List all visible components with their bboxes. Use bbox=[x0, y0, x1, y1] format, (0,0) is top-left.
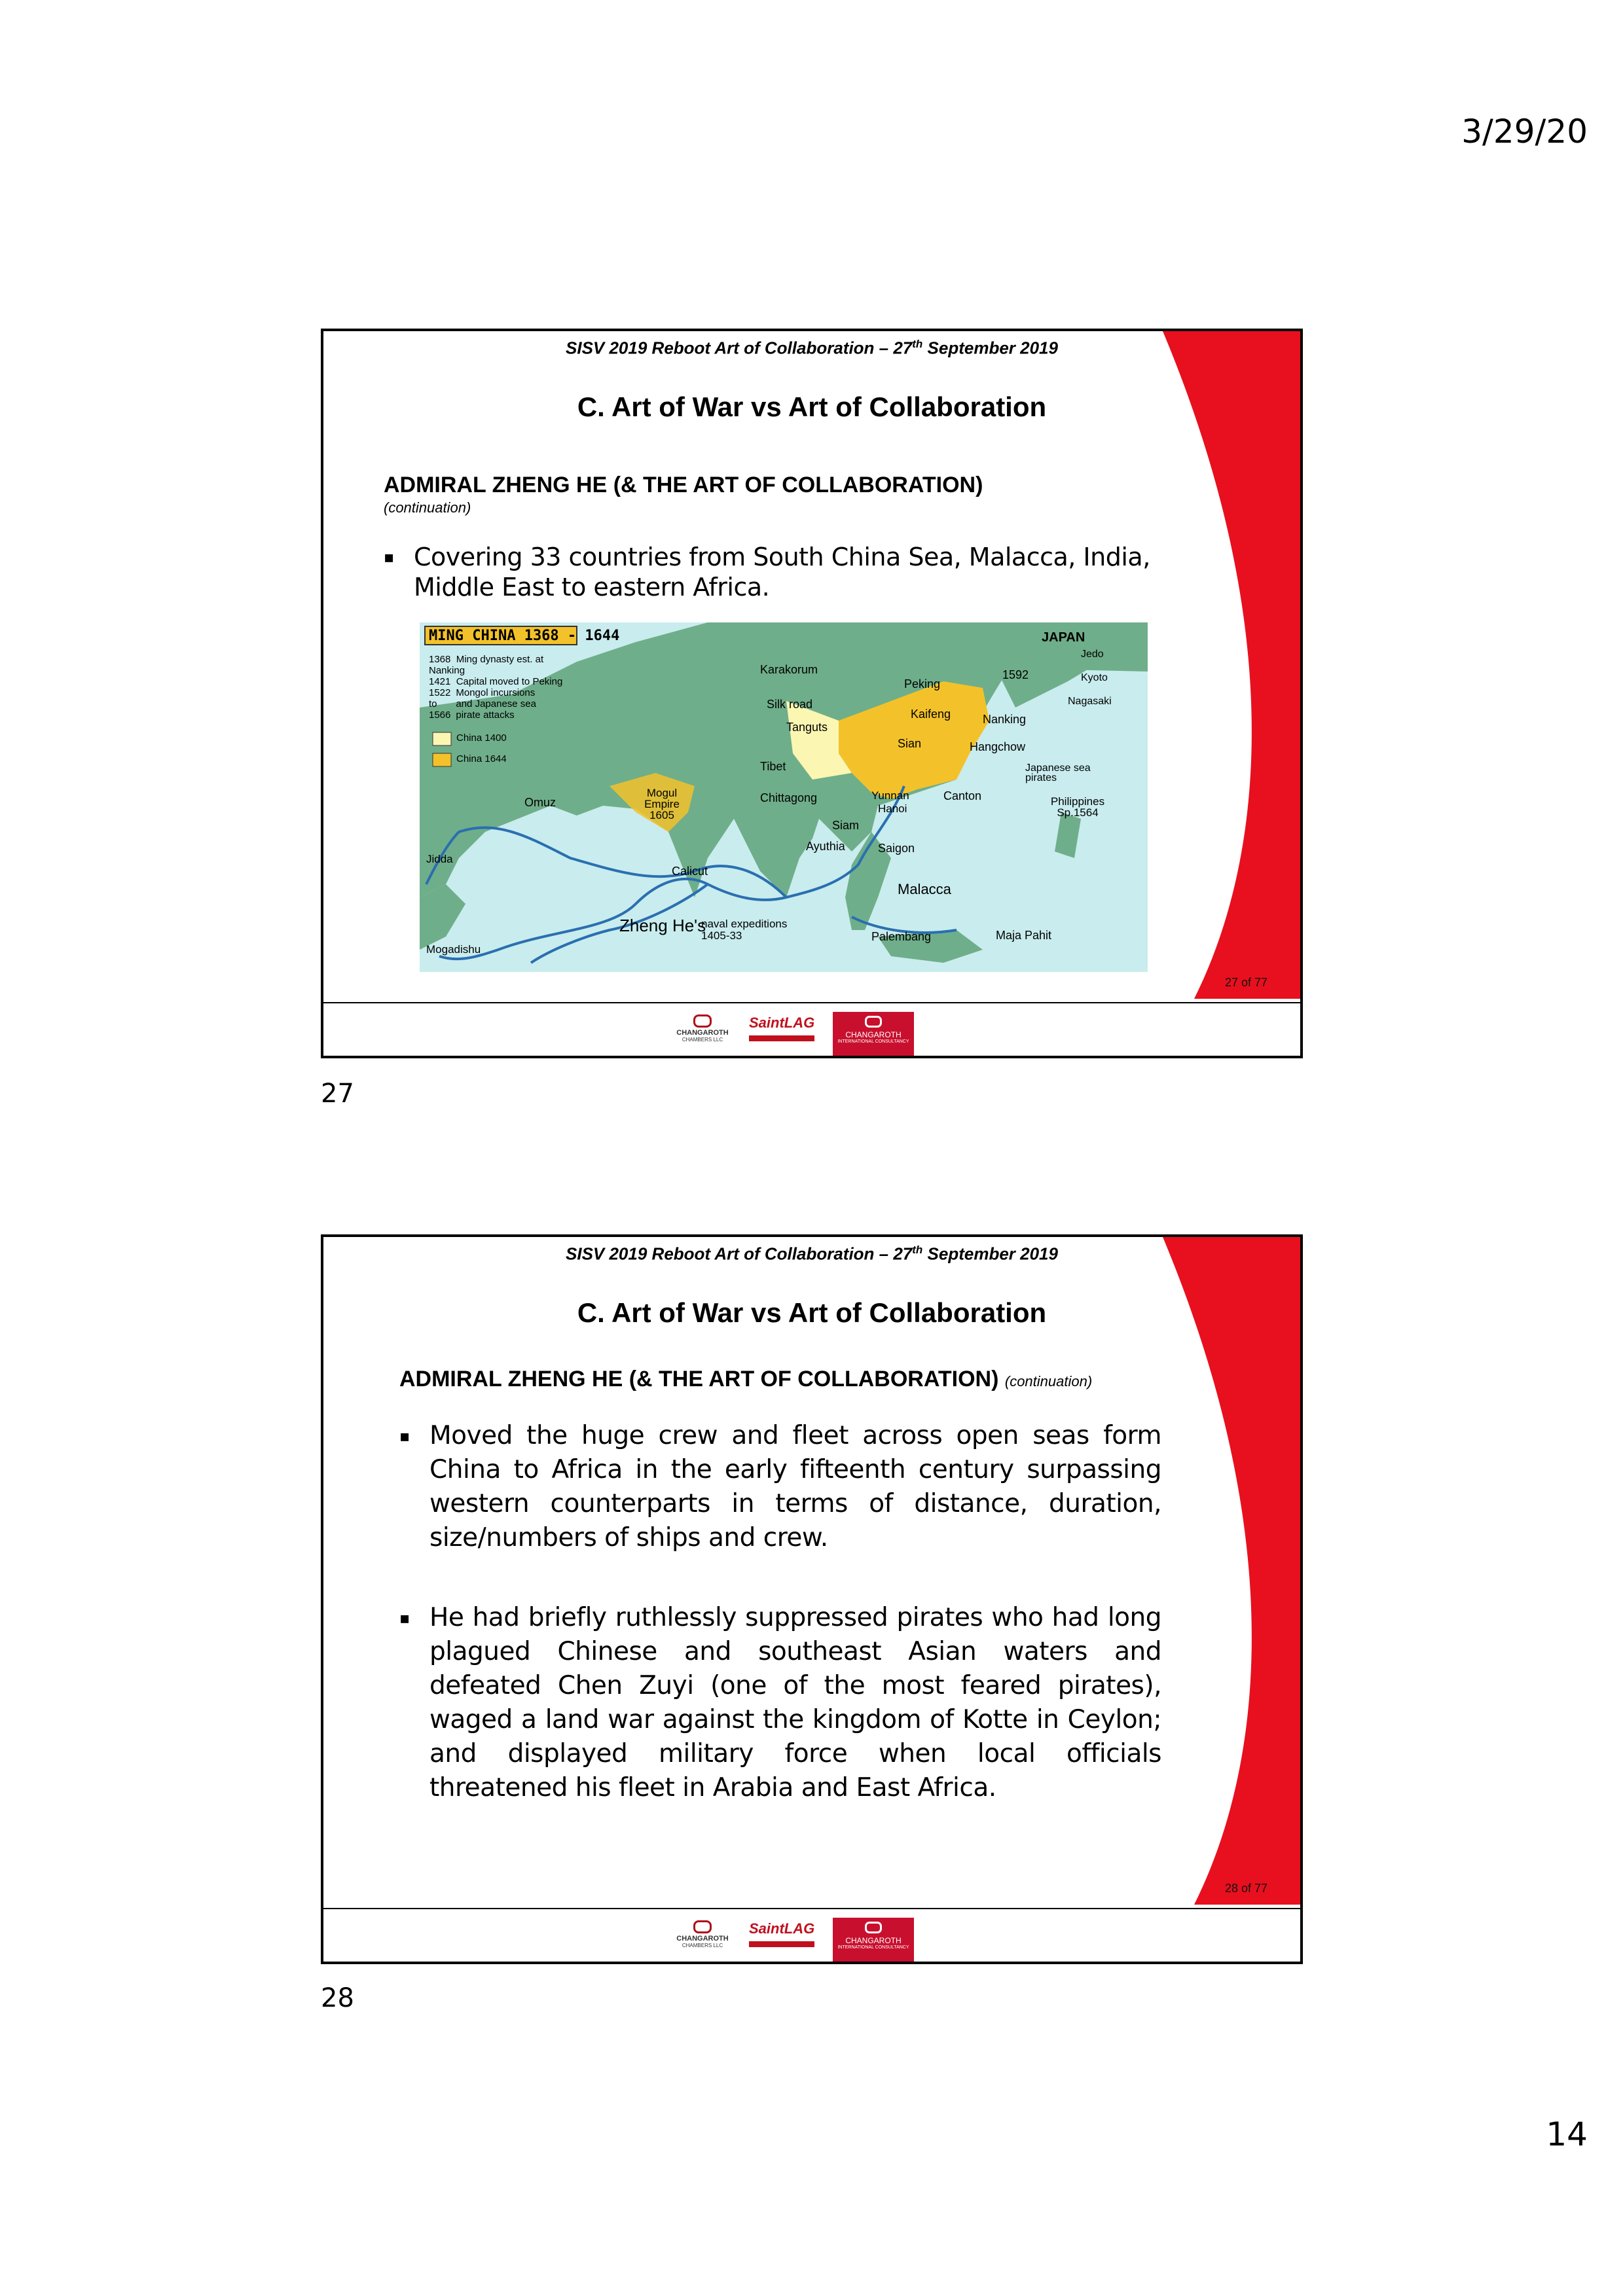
legend-china-1400: China 1400 bbox=[456, 732, 507, 744]
bullet-item: ▪ He had briefly ruthlessly suppressed pirates who had long plagued Chinese and southeast Asian waters and defeated Chen Zuyi (one of the most feared pirates), waged a land war against the kingdom of Kotte in Ceylon; and displayed military force when local officials threatened his fleet in Arabia and East Africa. bbox=[429, 1601, 1161, 1805]
label-japan: JAPAN bbox=[1042, 630, 1085, 645]
bullet-item: ▪ Covering 33 countries from South China Sea, Malacca, India, Middle East to eastern Africa. bbox=[384, 543, 1150, 601]
bullet-marker: ▪ bbox=[399, 1609, 410, 1627]
slide-number-27: 27 bbox=[321, 1079, 354, 1109]
ming-china-map: MING CHINA 1368 - 1644 1368 Ming dynasty est. at Nanking 1421 Capital moved to Peking 1522 to 1566 Mongol incursions and Japanese sea pirate attacks China 1400 China 1644 JAPAN Jedo Kyoto Nagasaki 1592 Karakorum Peking Silk road Kaifeng Nanking Tanguts Sian Hangchow Japanese sea pirates Tibet Mogul Empire 1605 Omuz Chittagong Yunnan Canton Hanoi Philippines Sp.1564 Siam Ayuthia Saigon Jidda Calicut Malacca Zheng He's naval expeditions 1405-33 Palembang Maja Pahit Mogadishu bbox=[420, 622, 1148, 972]
map-title: MING CHINA 1368 - 1644 bbox=[429, 628, 620, 644]
bullet-marker: ▪ bbox=[384, 548, 394, 566]
slide-title: C. Art of War vs Art of Collaboration bbox=[577, 391, 1047, 422]
bullet-item: ▪ Moved the huge crew and fleet across open seas form China to Africa in the early fifteenth century surpassing western counterparts in terms of distance, duration, size/numbers of ships and crew. bbox=[429, 1419, 1161, 1555]
slide-counter: 28 of 77 bbox=[1224, 1882, 1267, 1895]
bullet-marker: ▪ bbox=[399, 1427, 410, 1445]
slide-header: SISV 2019 Reboot Art of Collaboration – 27th September 2019 bbox=[566, 338, 1058, 358]
section-heading: ADMIRAL ZHENG HE (& THE ART OF COLLABORATION) (continuation) bbox=[384, 473, 983, 516]
legend-china-1644: China 1644 bbox=[456, 753, 507, 764]
changaroth-international-logo: CHANGAROTH INTERNATIONAL CONSULTANCY bbox=[833, 1012, 914, 1056]
saintlag-logo: SaintLAG bbox=[749, 1012, 826, 1056]
page-date: 3/29/20 bbox=[1461, 113, 1588, 151]
continuation-note: (continuation) bbox=[384, 499, 471, 516]
changaroth-chambers-logo: CHANGAROTH CHAMBERS LLC bbox=[663, 1012, 742, 1056]
slide-header: SISV 2019 Reboot Art of Collaboration – 27th September 2019 bbox=[566, 1244, 1058, 1264]
slide-counter: 27 of 77 bbox=[1224, 976, 1267, 989]
slide-title: C. Art of War vs Art of Collaboration bbox=[577, 1297, 1047, 1328]
footer-logos bbox=[663, 1012, 914, 1056]
page-number: 14 bbox=[1546, 2115, 1588, 2153]
changaroth-international-logo: CHANGAROTH INTERNATIONAL CONSULTANCY bbox=[833, 1918, 914, 1962]
changaroth-chambers-logo: CHANGAROTH CHAMBERS LLC bbox=[663, 1918, 742, 1962]
slide-28 bbox=[321, 1234, 1303, 1964]
map-legend: 1368 Ming dynasty est. at Nanking 1421 Capital moved to Peking 1522 to 1566 Mongol incursions and Japanese sea pirate attacks bbox=[429, 654, 563, 721]
slide-27 bbox=[321, 329, 1303, 1058]
footer-divider bbox=[323, 1908, 1300, 1909]
footer-logos bbox=[663, 1918, 914, 1962]
section-heading: ADMIRAL ZHENG HE (& THE ART OF COLLABORATION) (continuation) bbox=[399, 1367, 1093, 1391]
footer-divider bbox=[323, 1002, 1300, 1003]
continuation-note: (continuation) bbox=[1004, 1373, 1093, 1390]
slide-number-28: 28 bbox=[321, 1983, 354, 2013]
saintlag-logo: SaintLAG bbox=[749, 1918, 826, 1962]
